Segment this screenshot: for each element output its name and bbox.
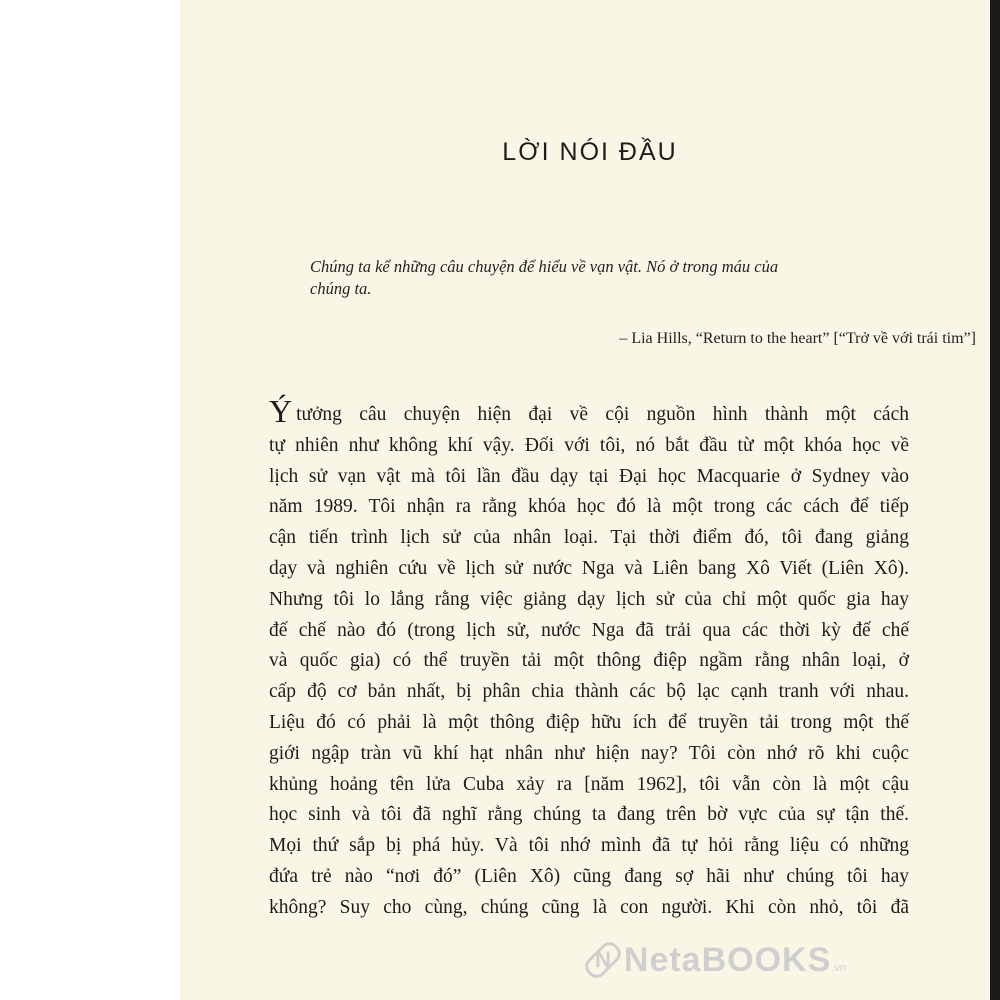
body-line: Liệu đó có phải là một thông điệp hữu ích để truyền tải trong một thế [269,711,909,733]
page-title: LỜI NÓI ĐẦU [502,138,678,166]
body-line: cận tiến trình lịch sử của nhân loại. Tại thời điểm đó, tôi đang giảng [269,527,909,549]
body-line: lịch sử vạn vật mà tôi lần đầu dạy tại Đại học Macquarie ở Sydney vào [269,465,909,487]
body-line: đứa trẻ nào “nơi đó” (Liên Xô) cũng đang sợ hãi như chúng tôi hay [269,865,909,887]
body-line: khủng hoảng tên lửa Cuba xảy ra [năm 1962], tôi vẫn còn là một cậu [269,773,909,795]
body-line [269,393,909,431]
body-line: dạy và nghiên cứu về lịch sử nước Nga và Liên bang Xô Viết (Liên Xô). [269,557,909,579]
watermark-brand: NetaBOOKS [623,940,832,979]
body-line: học sinh và tôi đã nghĩ rằng chúng ta đang trên bờ vực của sự tận thế. [269,804,909,826]
body-line: giới ngập tràn vũ khí hạt nhân như hiện nay? Tôi còn nhớ rõ khi cuộc [269,742,909,764]
epigraph-attribution: – Lia Hills, “Return to the heart” [“Trở về với trái tim”] [619,330,976,347]
body-line-text: tưởng câu chuyện hiện đại về cội nguồn hình thành một cách [296,404,909,425]
body-line: năm 1989. Tôi nhận ra rằng khóa học đó là một trong các cách để tiếp [269,496,909,518]
body-line: đế chế nào đó (trong lịch sử, nước Nga đã trải qua các thời kỳ đế chế [269,619,909,641]
epigraph-line: Chúng ta kể những câu chuyện để hiểu về vạn vật. Nó ở trong máu của [310,257,779,276]
body-paragraph [269,393,909,924]
watermark-tld: .vn [831,962,846,974]
body-line: Nhưng tôi lo lắng rằng việc giảng dạy lịch sử của chỉ một quốc gia hay [269,588,909,610]
body-line: và quốc gia) có thể truyền tải một thông điệp ngầm rằng nhân loại, ở [269,650,909,672]
epigraph-line: chúng ta. [310,279,372,298]
book-page [180,0,1000,1000]
book-spine-edge [990,0,1000,1000]
body-line: Mọi thứ sắp bị phá hủy. Và tôi nhớ mình đã tự hỏi rằng liệu có những [269,835,909,857]
body-line: cấp độ cơ bản nhất, bị phân chia thành các bộ lạc cạnh tranh với nhau. [269,681,909,703]
body-line: tự nhiên như không khí vậy. Đối với tôi, nó bắt đầu từ một khóa học về [269,434,909,456]
watermark [592,934,846,986]
epigraph-quote [310,256,830,300]
netabooks-logo-icon: N [581,938,625,982]
body-line: không? Suy cho cùng, chúng cũng là con người. Khi còn nhỏ, tôi đã [269,896,909,918]
drop-cap: Ý [269,393,293,429]
